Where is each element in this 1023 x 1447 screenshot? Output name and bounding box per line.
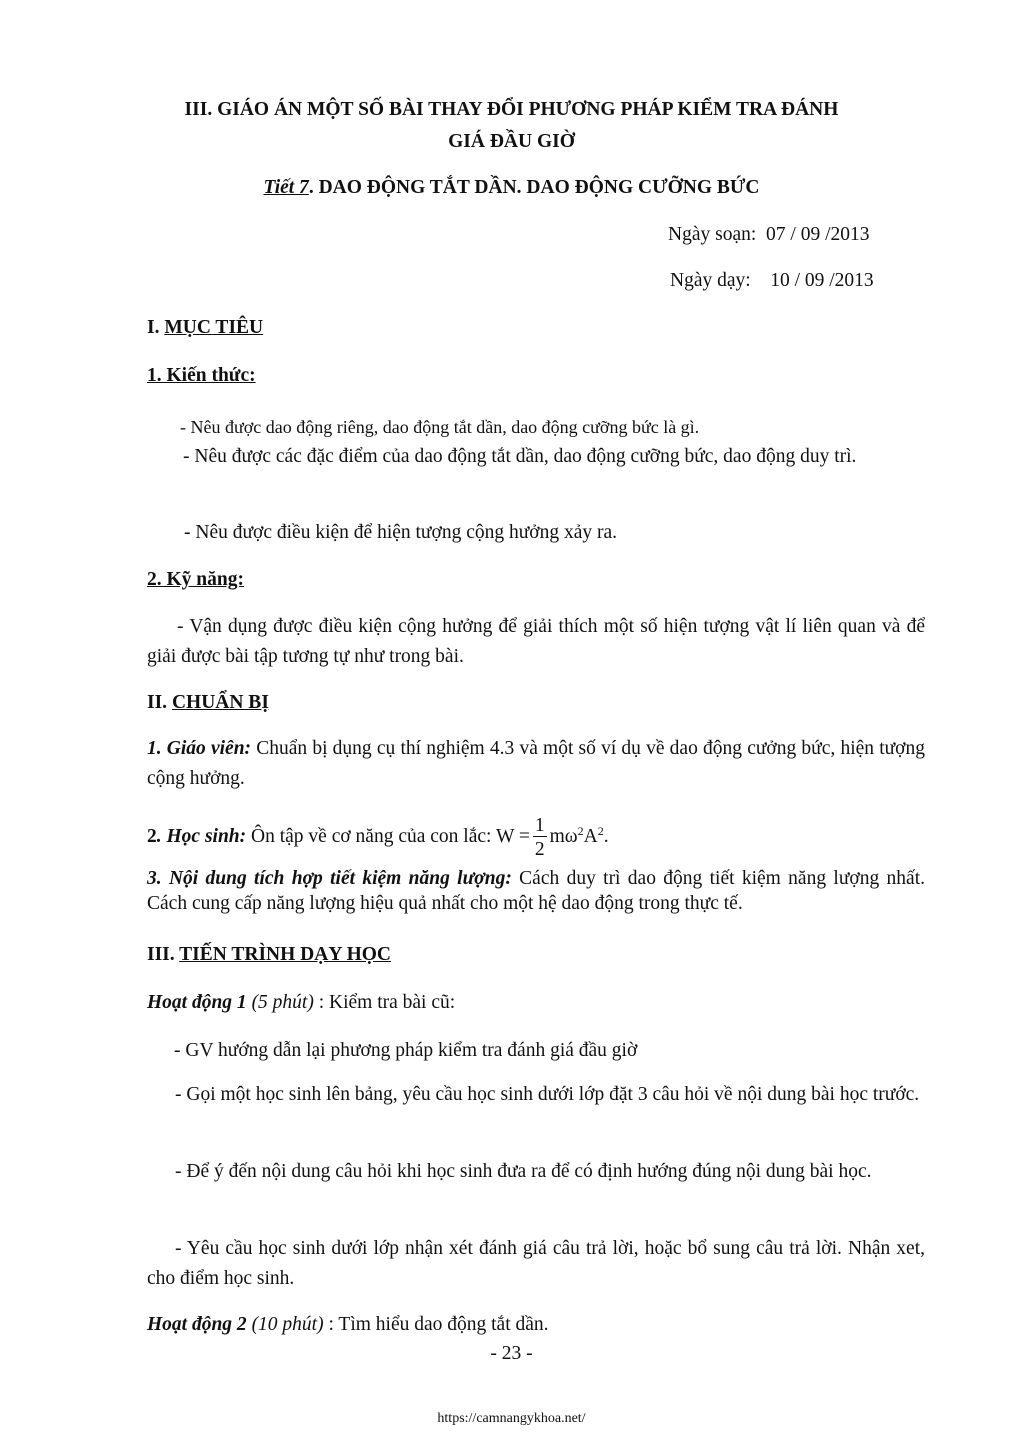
taught-date-value: 10 / 09 /2013 [770,270,874,291]
activity-1-text: : Kiểm tra bài cũ: [313,992,456,1013]
knowledge-item-2: - Nêu được các đặc điểm của dao động tắt dần, dao động cưỡng bức, dao động duy trì. [183,446,857,467]
activity-1-item-4: - Yêu cầu học sinh dưới lớp nhận xét đánh giá câu trả lời, hoặc bổ sung câu trả lời. Nhận xet, cho điểm học sinh. [147,1238,925,1289]
preparation-prefix: II. [147,692,172,713]
section-heading-line-1: III. GIÁO ÁN MỘT SỐ BÀI THAY ĐỔI PHƯƠNG PHÁP KIỂM TRA ĐÁNH [184,99,839,120]
student-num: 2 [147,826,157,847]
objectives-heading [147,318,263,338]
teacher-label: 1. Giáo viên: [147,738,252,759]
energy-content-label: 3. Nội dung tích hợp tiết kiệm năng lượng: [147,868,512,889]
student-label: . Học sinh: [156,826,247,847]
activity-1-item-2: - Gọi một học sinh lên bảng, yêu cầu học sinh dưới lớp đặt 3 câu hỏi về nội dung bài học trước. [175,1084,920,1105]
energy-fraction [533,816,547,860]
knowledge-item-1: - Nêu được dao động riêng, dao động tắt dần, dao động cưỡng bức là gì. [180,417,700,437]
energy-content-text: Cách duy trì dao động tiết kiệm năng lượng nhất. Cách cung cấp năng lượng hiệu quả nhất cho một hệ dao động trong thực tế. [147,868,925,914]
formula-exponent-2: 2 [597,824,604,838]
lesson-title-text: . DAO ĐỘNG TẮT DẦN. DAO ĐỘNG CƯỠNG BỨC [308,177,760,198]
energy-content [147,866,925,916]
activity-1-label: Hoạt động 1 [147,992,247,1013]
formula-omega: mω [549,826,578,847]
activity-1-time: (5 phút) [246,992,314,1013]
page-number: - 23 - [490,1343,533,1364]
activity-1-heading [147,993,455,1013]
prepared-date-value: 07 / 09 /2013 [766,224,870,245]
process-prefix: III. [147,944,180,965]
footer-url[interactable]: https://camnangykhoa.net/ [437,1411,586,1426]
taught-date-label: Ngày dạy: [670,270,751,291]
activity-2-label: Hoạt động 2 [147,1314,247,1335]
activity-2-text: : Tìm hiểu dao động tắt dần. [323,1314,549,1335]
activity-1-item-3: - Để ý đến nội dung câu hỏi khi học sinh đưa ra để có định hướng đúng nội dung bài học. [175,1161,872,1182]
student-text: Ôn tập về cơ năng của con lắc: W = [246,826,530,847]
fraction-denominator: 2 [534,839,545,861]
activity-2-heading [147,1315,549,1335]
skills-heading: 2. Kỹ năng: [147,569,244,590]
prepared-date [668,225,870,245]
lesson-title [0,178,1023,198]
formula-end: . [603,826,609,847]
section-heading-line-2: GIÁ ĐẦU GIỜ [448,131,575,152]
activity-1-item-1: - GV hướng dẫn lại phương pháp kiểm tra đánh giá đầu giờ [174,1040,638,1061]
objectives-prefix: I. [147,317,165,338]
skills-item-1: - Vận dụng được điều kiện cộng hưởng để giải thích một số hiện tượng vật lí liên quan và để giải được bài tập tương tự như trong bài. [147,616,925,667]
preparation-heading [147,693,269,713]
fraction-numerator: 1 [534,814,545,836]
knowledge-item-3: - Nêu được điều kiện để hiện tượng cộng hưởng xảy ra. [184,522,618,543]
objectives-heading-text: MỤC TIÊU [164,317,264,338]
prepared-date-label: Ngày soạn: [668,224,757,245]
process-heading [147,945,391,965]
activity-2-time: (10 phút) [246,1314,324,1335]
teacher-preparation [147,734,925,794]
knowledge-heading: 1. Kiến thức: [147,365,256,386]
lesson-label: Tiết 7 [263,177,309,198]
formula-exponent-1: 2 [577,824,584,838]
formula-amplitude: A [583,826,598,847]
student-preparation [147,812,609,862]
teacher-text: Chuẩn bị dụng cụ thí nghiệm 4.3 và một số ví dụ về dao động cưởng bức, hiện tượng cộng hưởng. [147,738,925,789]
process-heading-text: TIẾN TRÌNH DẠY HỌC [179,944,391,965]
taught-date [670,271,874,291]
preparation-heading-text: CHUẨN BỊ [171,692,269,713]
